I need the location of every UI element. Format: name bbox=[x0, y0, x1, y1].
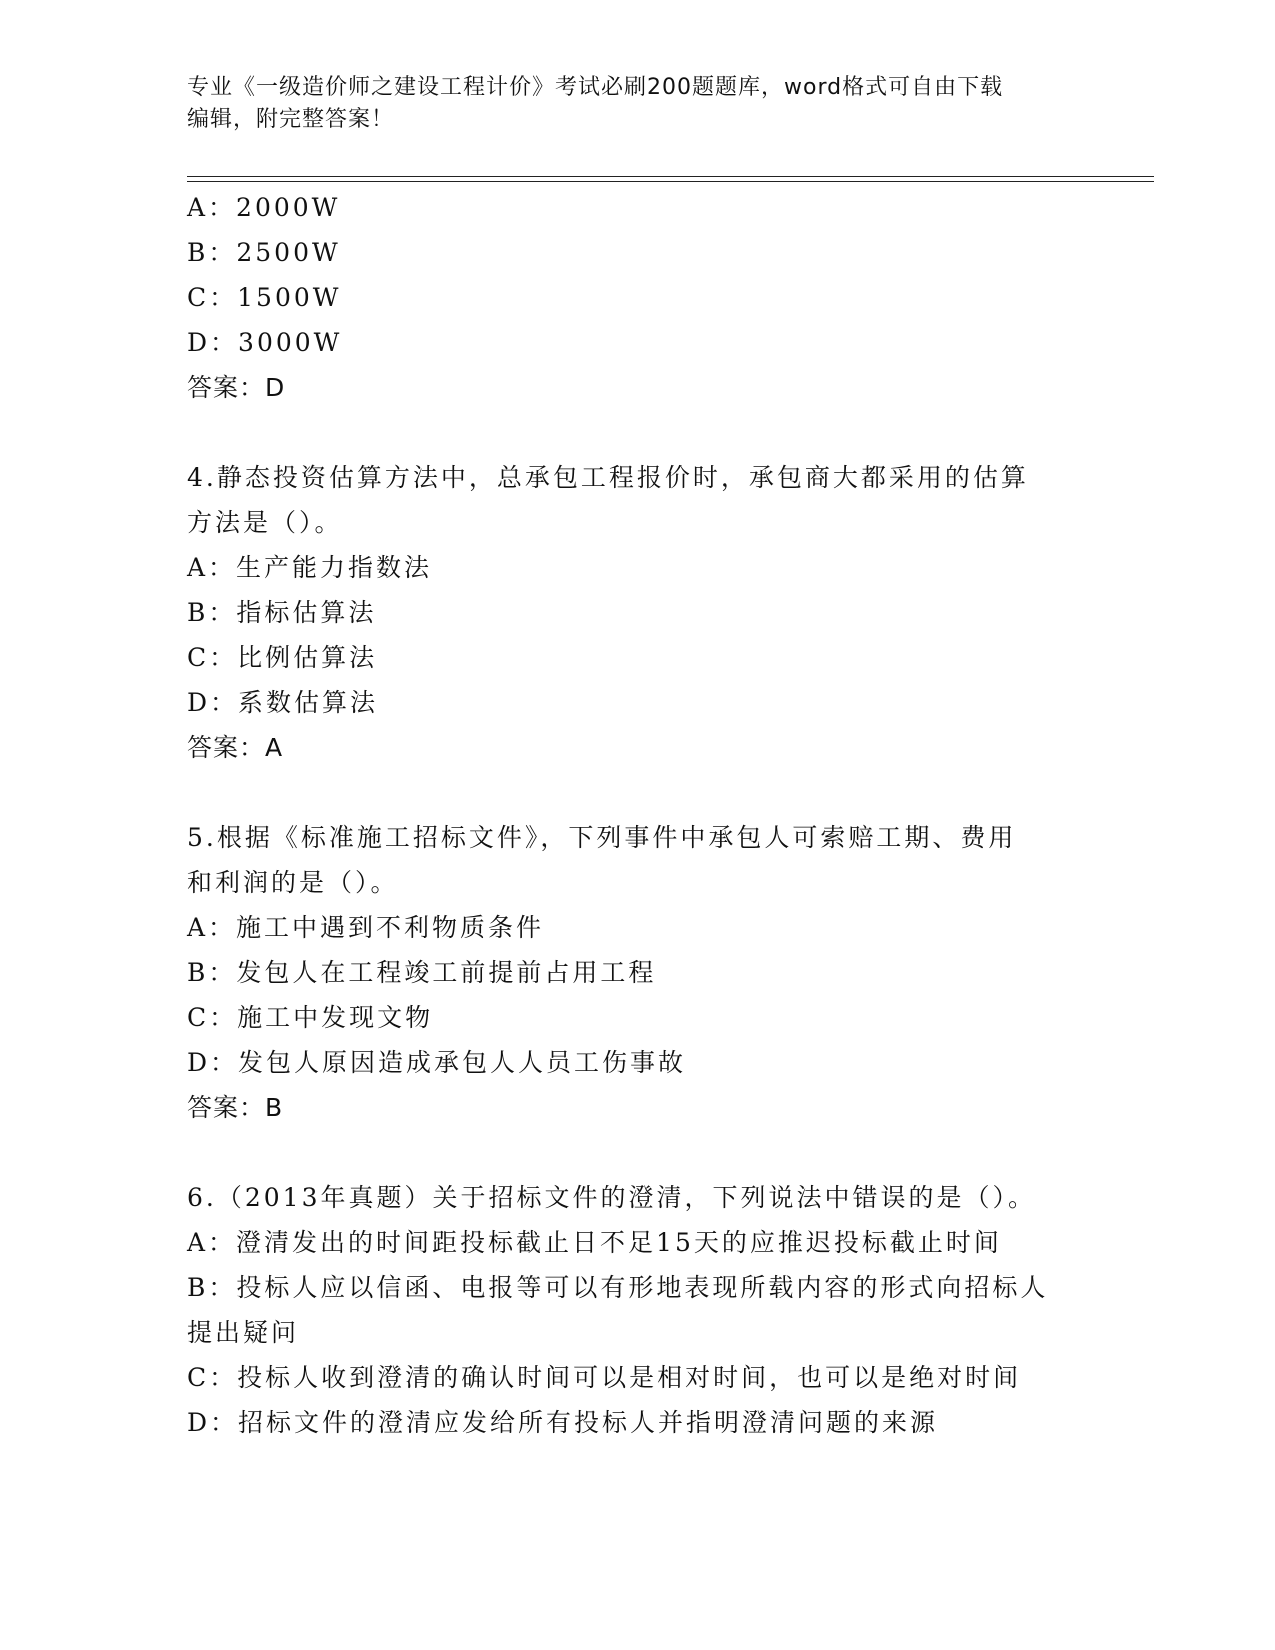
q6-option-b-line-2: 提出疑问 bbox=[187, 1318, 300, 1347]
header-line-2: 编辑，附完整答案！ bbox=[187, 107, 395, 132]
q4-answer: 答案：A bbox=[187, 733, 284, 762]
q4-option-a: A：生产能力指数法 bbox=[187, 553, 433, 582]
header-rule-top bbox=[187, 176, 1154, 177]
q5-stem-line-2: 和利润的是（）。 bbox=[187, 868, 399, 897]
q4-stem-line-2: 方法是（）。 bbox=[187, 508, 343, 537]
q4-option-b: B：指标估算法 bbox=[187, 598, 377, 627]
q6-option-d: D：招标文件的澄清应发给所有投标人并指明澄清问题的来源 bbox=[187, 1408, 939, 1437]
header-line-1: 专业《一级造价师之建设工程计价》考试必刷200题题库，word格式可自由下载 bbox=[187, 75, 1004, 100]
q3-option-d: D：3000W bbox=[187, 328, 343, 357]
q6-option-b-line-1: B：投标人应以信函、电报等可以有形地表现所载内容的形式向招标人 bbox=[187, 1273, 1049, 1302]
q5-option-d: D：发包人原因造成承包人人员工伤事故 bbox=[187, 1048, 687, 1077]
q4-stem-line-1: 4.静态投资估算方法中，总承包工程报价时，承包商大都采用的估算 bbox=[187, 463, 1029, 492]
q4-option-d: D：系数估算法 bbox=[187, 688, 379, 717]
header-rule-bottom bbox=[187, 181, 1154, 182]
q5-stem-line-1: 5.根据《标准施工招标文件》，下列事件中承包人可索赔工期、费用 bbox=[187, 823, 1017, 852]
q3-answer: 答案：D bbox=[187, 373, 286, 402]
q6-option-c: C：投标人收到澄清的确认时间可以是相对时间，也可以是绝对时间 bbox=[187, 1363, 1022, 1392]
q6-option-a: A：澄清发出的时间距投标截止日不足15天的应推迟投标截止时间 bbox=[187, 1228, 1002, 1257]
q5-option-b: B：发包人在工程竣工前提前占用工程 bbox=[187, 958, 657, 987]
q5-answer: 答案：B bbox=[187, 1093, 284, 1122]
q5-option-c: C：施工中发现文物 bbox=[187, 1003, 434, 1032]
q4-option-c: C：比例估算法 bbox=[187, 643, 378, 672]
q3-option-a: A：2000W bbox=[187, 193, 341, 222]
q6-stem: 6.（2013年真题）关于招标文件的澄清，下列说法中错误的是（）。 bbox=[187, 1183, 1036, 1212]
q5-option-a: A：施工中遇到不利物质条件 bbox=[187, 913, 545, 942]
q3-option-c: C：1500W bbox=[187, 283, 342, 312]
document-header bbox=[187, 72, 1067, 136]
q3-option-b: B：2500W bbox=[187, 238, 341, 267]
